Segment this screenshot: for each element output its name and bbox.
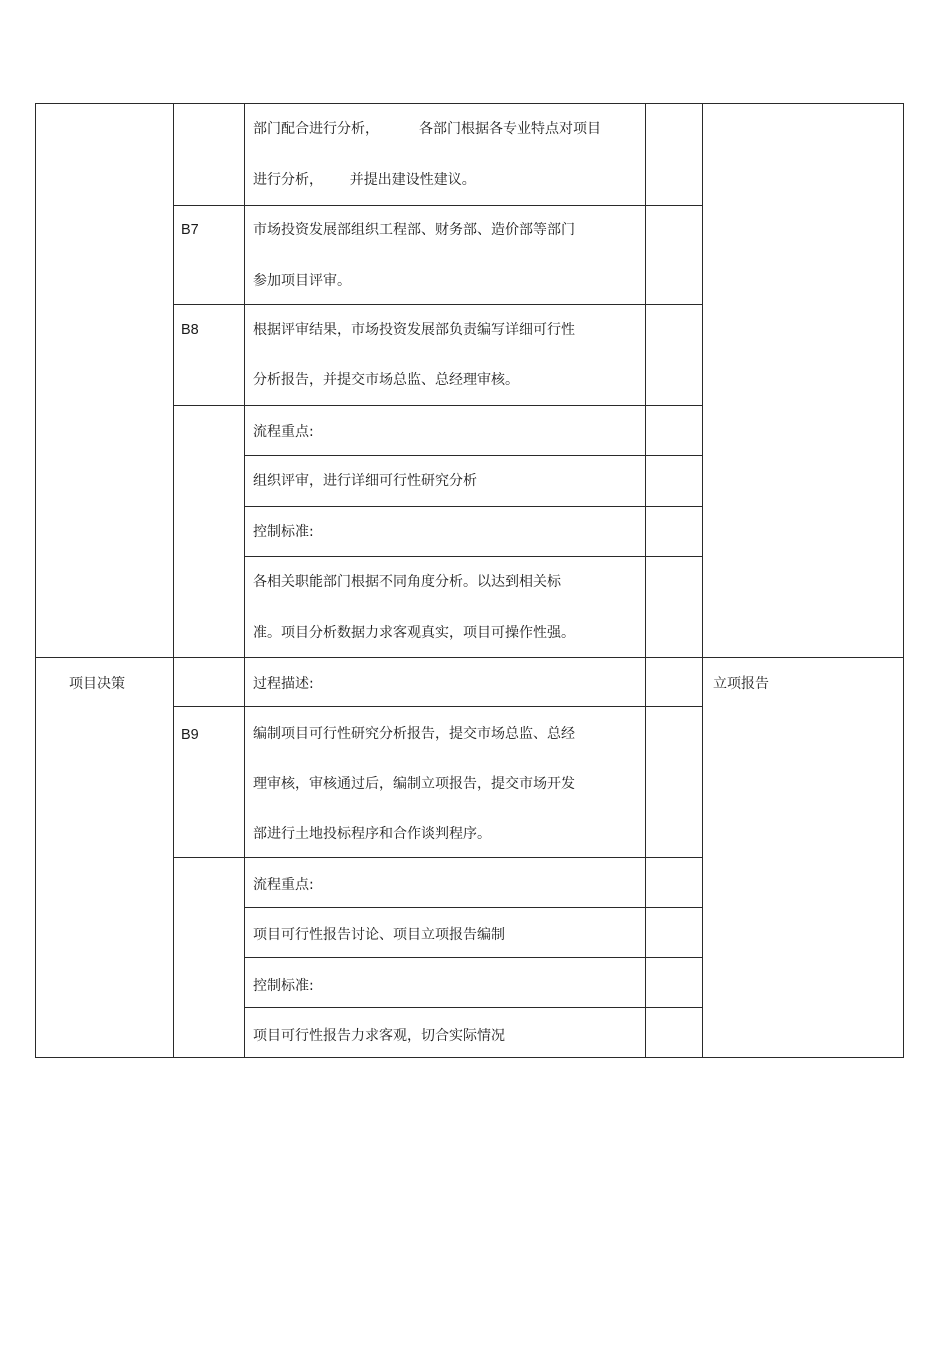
column-divider [35, 103, 36, 1058]
row-divider [173, 706, 702, 707]
table-border-bottom [35, 1057, 903, 1058]
row-divider [173, 205, 702, 206]
step-code-cell: B9 [181, 727, 199, 743]
description-line: 各相关职能部门根据不同角度分析。以达到相关标 [253, 574, 561, 590]
step-code-cell: B7 [181, 222, 199, 238]
description-line: 部进行土地投标程序和合作谈判程序。 [253, 826, 491, 842]
description-line: 流程重点: [253, 424, 314, 440]
row-divider [244, 957, 702, 958]
description-line: 项目可行性报告力求客观，切合实际情况 [253, 1028, 505, 1044]
column-divider [244, 103, 245, 1058]
row-divider [244, 1007, 702, 1008]
table-border-top [35, 103, 903, 104]
row-divider [35, 657, 903, 658]
description-line: 理审核，审核通过后，编制立项报告，提交市场开发 [253, 776, 575, 792]
description-line: 部门配合进行分析， 各部门根据各专业特点对项目 [253, 121, 602, 137]
step-code-cell: B8 [181, 322, 199, 338]
description-line: 根据评审结果，市场投资发展部负责编写详细可行性 [253, 322, 575, 338]
row-divider [244, 506, 702, 507]
row-divider [173, 405, 702, 406]
description-line: 准。项目分析数据力求客观真实，项目可操作性强。 [253, 625, 575, 641]
description-line: 过程描述: [253, 676, 314, 692]
description-line: 分析报告，并提交市场总监、总经理审核。 [253, 372, 519, 388]
column-divider [645, 103, 646, 1058]
description-line: 组织评审，进行详细可行性研究分析 [253, 473, 477, 489]
description-line: 进行分析， 并提出建设性建议。 [253, 172, 476, 188]
stage-cell: 项目决策 [69, 676, 125, 692]
column-divider [903, 103, 904, 1058]
description-line: 控制标准: [253, 524, 314, 540]
description-line: 市场投资发展部组织工程部、财务部、造价部等部门 [253, 222, 575, 238]
description-line: 编制项目可行性研究分析报告，提交市场总监、总经 [253, 726, 575, 742]
description-line: 控制标准: [253, 978, 314, 994]
output-cell: 立项报告 [713, 676, 769, 692]
description-line: 流程重点: [253, 877, 314, 893]
row-divider [173, 304, 702, 305]
row-divider [244, 556, 702, 557]
row-divider [244, 907, 702, 908]
description-line: 参加项目评审。 [253, 273, 351, 289]
row-divider [244, 455, 702, 456]
column-divider [702, 103, 703, 1058]
column-divider [173, 103, 174, 1058]
description-line: 项目可行性报告讨论、项目立项报告编制 [253, 927, 505, 943]
row-divider [173, 857, 702, 858]
